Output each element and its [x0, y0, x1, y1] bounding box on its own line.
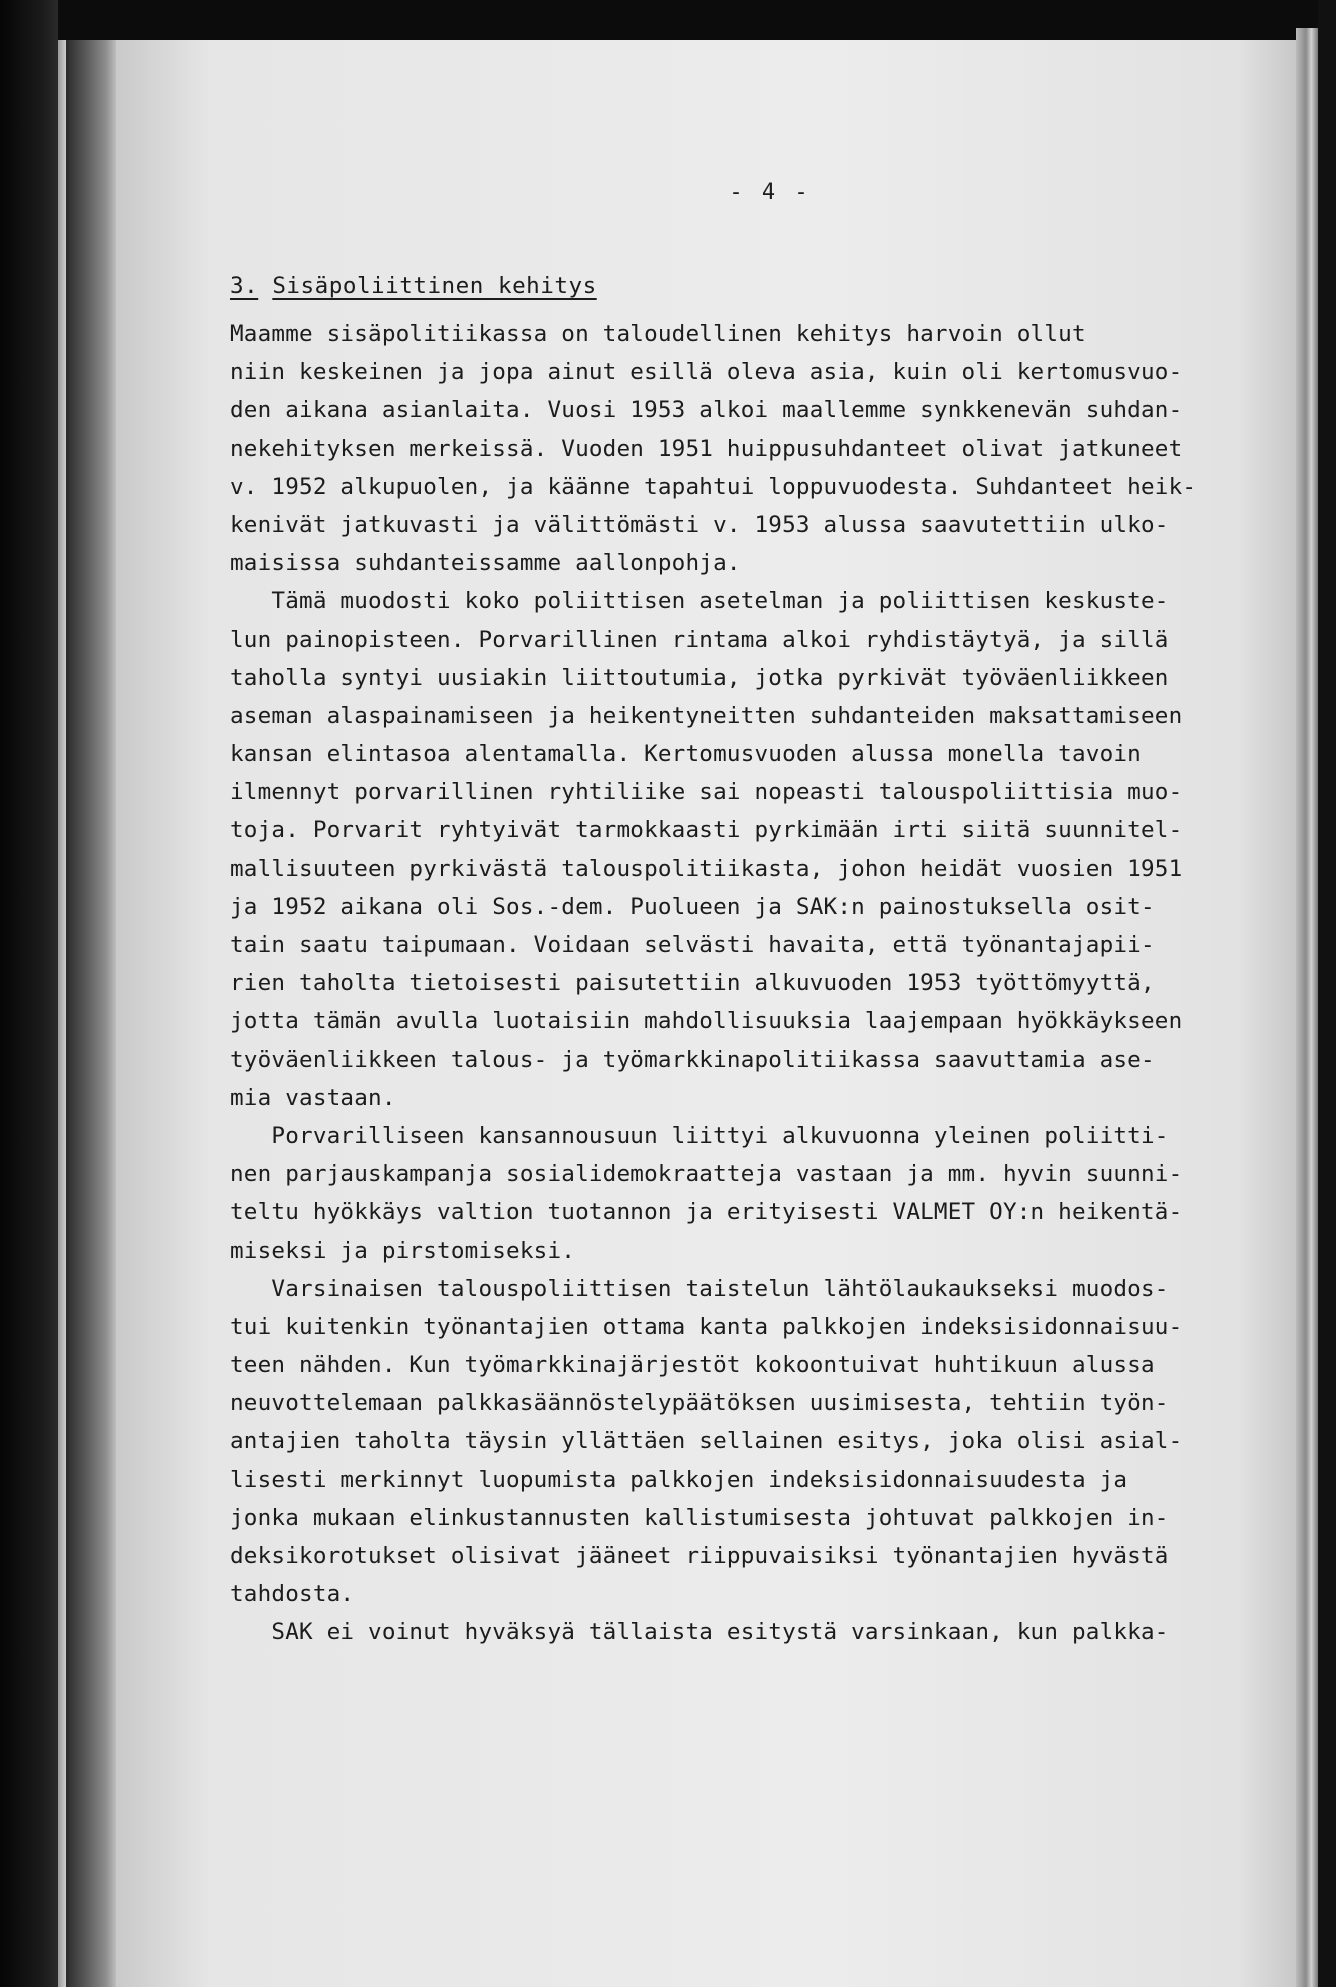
text-line: ja 1952 aikana oli Sos.-dem. Puolueen ja SAK:n painostuksella osit-: [230, 893, 1155, 920]
text-line: teltu hyökkäys valtion tuotannon ja erityisesti VALMET OY:n heikentä-: [230, 1199, 1183, 1226]
text-line: lun painopisteen. Porvarillinen rintama alkoi ryhdistäytyä, ja sillä: [230, 626, 1169, 653]
body-text: [230, 315, 1230, 1652]
section-title: Sisäpoliittinen kehitys: [272, 273, 597, 299]
text-line: Tämä muodosti koko poliittisen asetelman ja poliittisen keskuste-: [230, 588, 1169, 615]
text-line: tui kuitenkin työnantajien ottama kanta palkkojen indeksisidonnaisuu-: [230, 1313, 1183, 1340]
text-line: Varsinaisen talouspoliittisen taistelun lähtölaukaukseksi muodos-: [230, 1275, 1169, 1302]
page-number: - 4 -: [729, 180, 811, 205]
scan-border-left: [0, 0, 58, 1987]
text-line: neuvottelemaan palkkasäännöstelypäätöksen uusimisesta, tehtiin työn-: [230, 1390, 1169, 1417]
text-line: toja. Porvarit ryhtyivät tarmokkaasti pyrkimään irti siitä suunnitel-: [230, 817, 1183, 844]
text-line: Maamme sisäpolitiikassa on taloudellinen kehitys harvoin ollut: [230, 321, 1086, 347]
page-content: [230, 180, 1230, 1652]
text-line: mallisuuteen pyrkivästä talouspolitiikasta, johon heidät vuosien 1951: [230, 855, 1183, 882]
text-line: miseksi ja pirstomiseksi.: [230, 1237, 576, 1264]
text-line: den aikana asianlaita. Vuosi 1953 alkoi maallemme synkkenevän suhdan-: [230, 397, 1183, 424]
text-line: SAK ei voinut hyväksyä tällaista esitystä varsinkaan, kun palkka-: [230, 1619, 1169, 1646]
binding-edge: [58, 40, 66, 1987]
section-heading: [230, 273, 1230, 299]
text-line: työväenliikkeen talous- ja työmarkkinapolitiikassa saavuttamia ase-: [230, 1046, 1155, 1073]
text-line: tain saatu taipumaan. Voidaan selvästi havaita, että työnantajapii-: [230, 932, 1155, 958]
text-line: maisissa suhdanteissamme aallonpohja.: [230, 550, 741, 577]
text-line: jotta tämän avulla luotaisiin mahdollisuuksia laajempaan hyökkäykseen: [230, 1008, 1183, 1035]
text-line: nekehityksen merkeissä. Vuoden 1951 huippusuhdanteet olivat jatkuneet: [230, 435, 1183, 462]
text-line: nen parjauskampanja sosialidemokraatteja vastaan ja mm. hyvin suunni-: [230, 1161, 1183, 1188]
text-line: jonka mukaan elinkustannusten kallistumisesta johtuvat palkkojen in-: [230, 1504, 1169, 1531]
text-line: antajien taholta täysin yllättäen sellainen esitys, joka olisi asial-: [230, 1428, 1183, 1455]
text-line: teen nähden. Kun työmarkkinajärjestöt kokoontuivat huhtikuun alussa: [230, 1352, 1155, 1379]
page-gutter-shadow: [66, 40, 116, 1987]
text-line: tahdosta.: [230, 1581, 355, 1608]
text-line: kansan elintasoa alentamalla. Kertomusvuoden alussa monella tavoin: [230, 741, 1141, 768]
text-line: kenivät jatkuvasti ja välittömästi v. 1953 alussa saavutettiin ulko-: [230, 511, 1169, 538]
text-line: niin keskeinen ja jopa ainut esillä oleva asia, kuin oli kertomusvuo-: [230, 359, 1183, 386]
scan-border-top: [58, 0, 1318, 40]
text-line: aseman alaspainamiseen ja heikentyneitten suhdanteiden maksattamiseen: [230, 702, 1183, 729]
text-line: taholla syntyi uusiakin liittoutumia, jotka pyrkivät työväenliikkeen: [230, 664, 1169, 691]
text-line: Porvarilliseen kansannousuun liittyi alkuvuonna yleinen poliitti-: [230, 1122, 1169, 1149]
text-line: rien taholta tietoisesti paisutettiin alkuvuoden 1953 työttömyyttä,: [230, 970, 1155, 997]
text-line: deksikorotukset olisivat jääneet riippuvaisiksi työnantajien hyvästä: [230, 1543, 1169, 1569]
text-line: v. 1952 alkupuolen, ja käänne tapahtui loppuvuodesta. Suhdanteet heik-: [230, 473, 1197, 500]
text-line: lisesti merkinnyt luopumista palkkojen indeksisidonnaisuudesta ja: [230, 1466, 1128, 1493]
page-stack-edge: [1296, 28, 1318, 1987]
scan-border-right: [1318, 0, 1336, 1987]
text-line: mia vastaan.: [230, 1084, 396, 1111]
section-number: 3.: [230, 273, 259, 299]
text-line: ilmennyt porvarillinen ryhtiliike sai nopeasti talouspoliittisia muo-: [230, 779, 1183, 806]
